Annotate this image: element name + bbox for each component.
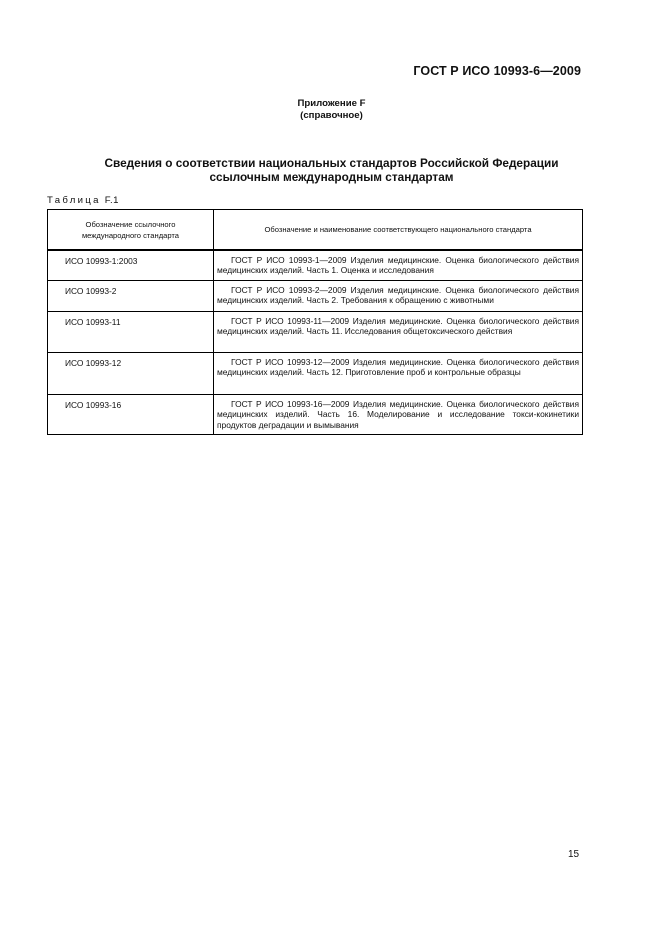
- header-national-standard: Обозначение и наименование соответствующего национального стандарта: [214, 210, 583, 251]
- international-standard-cell: ИСО 10993-11: [48, 312, 214, 353]
- document-header-standard-code: ГОСТ Р ИСО 10993-6—2009: [413, 64, 581, 78]
- national-standard-text: ГОСТ Р ИСО 10993-11—2009 Изделия медицинские. Оценка биологического действия медицинских изделий. Часть 11. Исследования общетоксического действия: [217, 316, 579, 337]
- table-caption-label: Таблица: [47, 195, 101, 206]
- page-number: 15: [568, 849, 580, 860]
- header-col1-line2: международного стандарта: [81, 230, 180, 240]
- section-title-line-1: Сведения о соответствии национальных стандартов Российской Федерации: [104, 156, 559, 170]
- national-standard-cell: [214, 353, 583, 395]
- appendix-heading: [0, 98, 661, 122]
- national-standard-text: ГОСТ Р ИСО 10993-1—2009 Изделия медицинские. Оценка биологического действия медицинских изделий. Часть 1. Оценка и исследования: [217, 255, 579, 276]
- national-standard-text: ГОСТ Р ИСО 10993-2—2009 Изделия медицинские. Оценка биологического действия медицинских изделий. Часть 2. Требования к обращению с животными: [217, 285, 579, 306]
- international-standard-cell: ИСО 10993-2: [48, 281, 214, 312]
- section-title: [0, 156, 661, 184]
- international-standard-cell: ИСО 10993-16: [48, 395, 214, 435]
- table-row: [48, 395, 583, 435]
- national-standard-cell: [214, 312, 583, 353]
- section-title-line-2: ссылочным международным стандартам: [209, 170, 454, 184]
- international-standard-cell: ИСО 10993-1:2003: [48, 250, 214, 281]
- table-row: [48, 281, 583, 312]
- table-caption-number: F.1: [104, 195, 120, 206]
- national-standard-cell: [214, 281, 583, 312]
- national-standard-text: ГОСТ Р ИСО 10993-16—2009 Изделия медицинские. Оценка биологического действия медицинских изделий. Часть 16. Моделирование и исследование токси-кокинетики продуктов деградации и вымывания: [217, 399, 579, 430]
- international-standard-cell: ИСО 10993-12: [48, 353, 214, 395]
- national-standard-cell: [214, 250, 583, 281]
- correspondence-table: [47, 209, 583, 435]
- table-caption: [47, 195, 119, 206]
- table-row: [48, 250, 583, 281]
- appendix-title: Приложение F: [297, 98, 366, 109]
- header-international-standard: [48, 210, 214, 251]
- appendix-subtitle: (справочное): [300, 110, 363, 121]
- table-header-row: [48, 210, 583, 251]
- national-standard-text: ГОСТ Р ИСО 10993-12—2009 Изделия медицинские. Оценка биологического действия медицинских изделий. Часть 12. Приготовление проб и контрольные образцы: [217, 357, 579, 378]
- table-row: [48, 353, 583, 395]
- table-row: [48, 312, 583, 353]
- header-col1-line1: Обозначение ссылочного: [85, 219, 176, 229]
- national-standard-cell: [214, 395, 583, 435]
